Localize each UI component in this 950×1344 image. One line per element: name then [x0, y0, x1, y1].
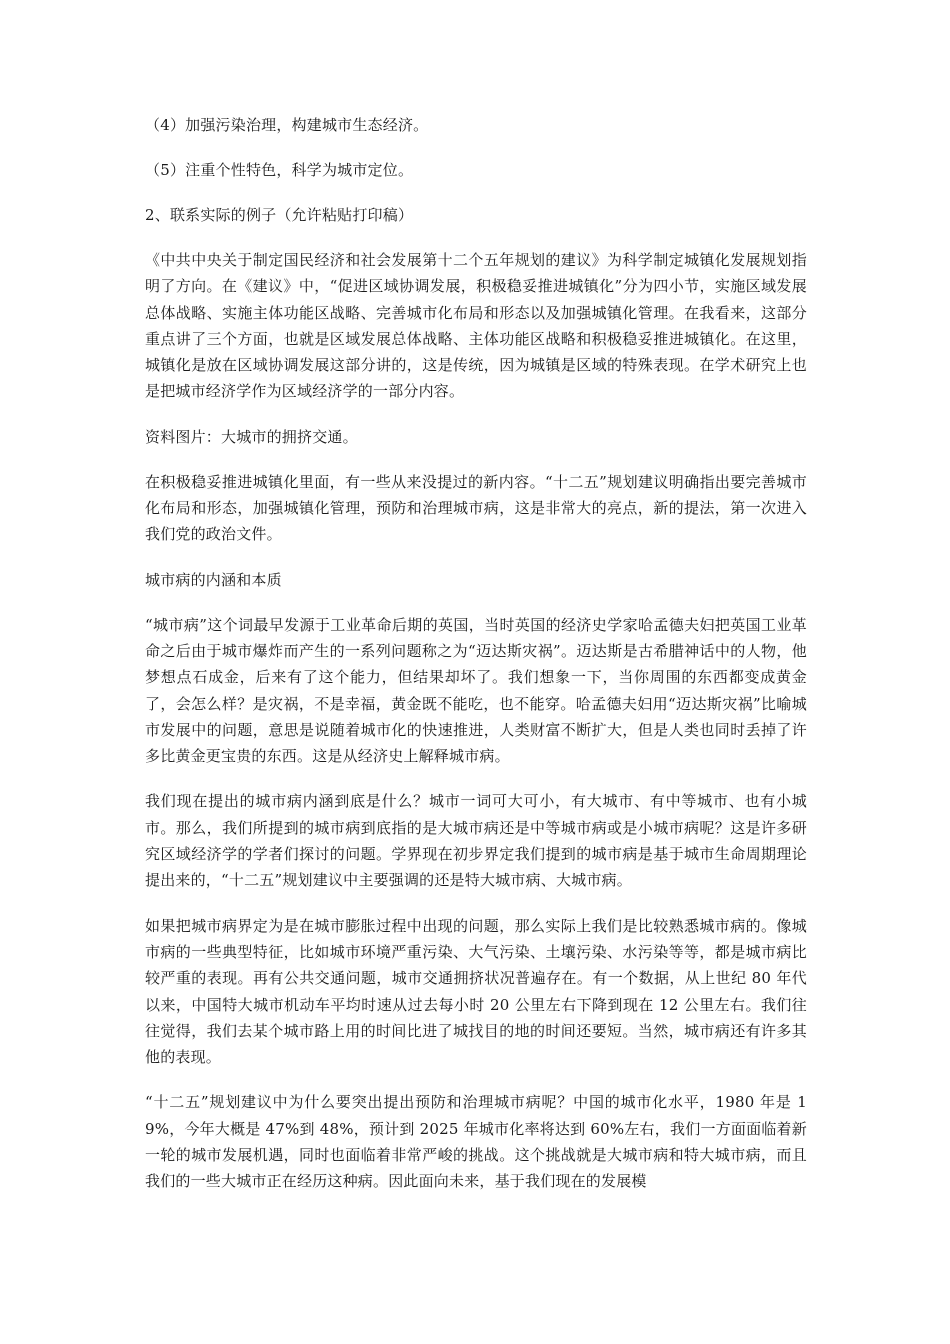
section-heading: 2、联系实际的例子（允许粘贴打印稿） — [145, 206, 414, 224]
paragraph-urbanization-rate: “十二五”规划建议中为什么要突出提出预防和治理城市病呢？中国的城市化水平，1980 年是 19%，今年大概是 47%到 48%，预计到 2025 年城市化率将达到 60%左右，我们一方面面临着新一轮的城市发展机遇，同时也面临着非常严峻的挑战。这个挑战就是大城市病和特大城市病，而且我们的一些大城市正在经历这种病。因此面向未来，基于我们现在的发展模 — [145, 1093, 807, 1191]
paragraph-midas-origin: “城市病”这个词最早发源于工业革命后期的英国，当时英国的经济史学家哈孟德夫妇把英国工业革命之后由于城市爆炸而产生的一系列问题称之为“迈达斯灾祸”。迈达斯是古希腊神话中的人物，他梦想点石成金，后来有了这个能力，但结果却坏了。我们想象一下，当你周围的东西都变成黄金了，会怎么样？是灾祸，不是幸福，黄金既不能吃，也不能穿。哈孟德夫妇用“迈达斯灾祸”比喻城市发展中的问题，意思是说随着城市化的快速推进，人类财富不断扩大，但是人类也同时丢掉了许多比黄金更宝贵的东西。这是从经济史上解释城市病。 — [145, 615, 807, 766]
list-item-5: （5）注重个性特色，科学为城市定位。 — [145, 161, 414, 179]
paragraph-new-content: 在积极稳妥推进城镇化里面，有一些从来没提过的新内容。“十二五”规划建议明确指出要完善城市化布局和形态，加强城镇化管理，预防和治理城市病，这是非常大的亮点，新的提法，第一次进入我们党的政治文件。 — [145, 472, 807, 544]
subheading-urban-disease: 城市病的内涵和本质 — [145, 570, 282, 589]
list-item-4: （4）加强污染治理，构建城市生态经济。 — [145, 116, 429, 134]
paragraph-symptoms: 如果把城市病界定为是在城市膨胀过程中出现的问题，那么实际上我们是比较熟悉城市病的。像城市病的一些典型特征，比如城市环境严重污染、大气污染、土壤污染、水污染等等，都是城市病比较严重的表现。再有公共交通问题，城市交通拥挤状况普遍存在。有一个数据，从上世纪 80 年代以来，中国特大城市机动车平均时速从过去每小时 20 公里左右下降到现在 12 公里左右。我们往往觉得，我们去某个城市路上用的时间比进了城找目的地的时间还要短。当然，城市病还有许多其他的表现。 — [145, 916, 807, 1067]
paragraph-plan-proposal: 《中共中央关于制定国民经济和社会发展第十二个五年规划的建议》为科学制定城镇化发展规划指明了方向。在《建议》中，“促进区域协调发展，积极稳妥推进城镇化”分为四小节，实施区域发展总体战略、实施主体功能区战略、完善城市化布局和形态以及加强城镇化管理。在我看来，这部分重点讲了三个方面，也就是区域发展总体战略、主体功能区战略和积极稳妥推进城镇化。在这里，城镇化是放在区域协调发展这部分讲的，这是传统，因为城镇是区域的特殊表现。在学术研究上也是把城市经济学作为区域经济学的一部分内容。 — [145, 251, 807, 401]
image-caption: 资料图片：大城市的拥挤交通。 — [145, 427, 358, 446]
document-body — [145, 112, 807, 1214]
paragraph-definition: 我们现在提出的城市病内涵到底是什么？城市一词可大可小，有大城市、有中等城市、也有小城市。那么，我们所提到的城市病到底指的是大城市病还是中等城市病或是小城市病呢？这是许多研究区域经济学的学者们探讨的问题。学界现在初步界定我们提到的城市病是基于城市生命周期理论提出来的，“十二五”规划建议中主要强调的还是特大城市病、大城市病。 — [145, 792, 807, 890]
